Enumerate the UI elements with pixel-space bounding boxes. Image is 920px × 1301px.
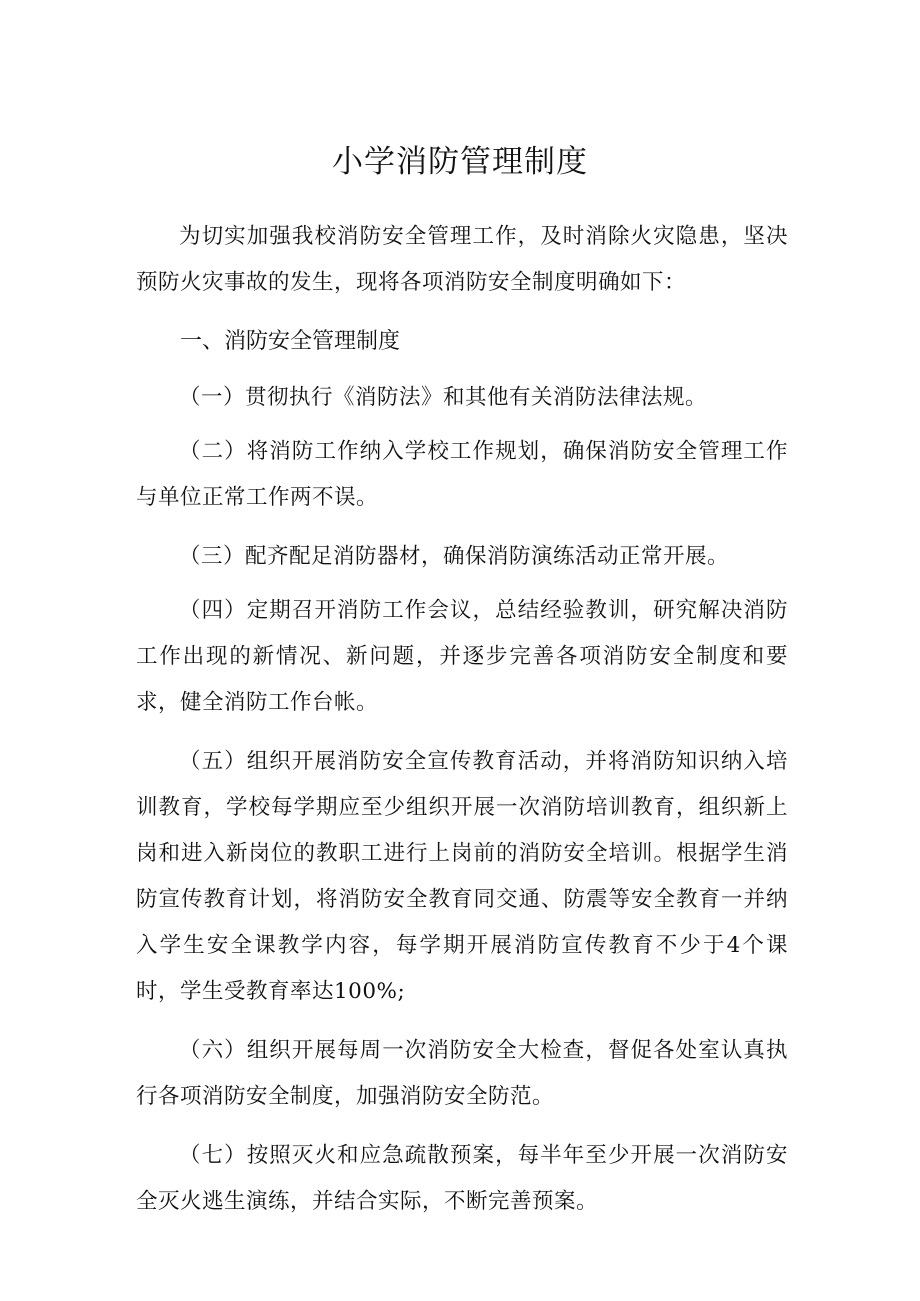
section-item-6: （六）组织开展每周一次消防安全大检查，督促各处室认真执行各项消防安全制度，加强消防安全防范。: [136, 1038, 788, 1109]
document-title: 小学消防管理制度: [332, 144, 588, 180]
section-item-3: （三）配齐配足消防器材，确保消防演练活动正常开展。: [179, 544, 730, 569]
section-item-2: （二）将消防工作纳入学校工作规划，确保消防安全管理工作与单位正常工作两不误。: [136, 439, 788, 510]
section-item-4: （四）定期召开消防工作会议，总结经验教训，研究解决消防工作出现的新情况、新问题，并逐步完善各项消防安全制度和要求，健全消防工作台帐。: [136, 598, 788, 715]
document-body: [136, 214, 788, 1238]
section-item-1: （一）贯彻执行《消防法》和其他有关消防法律法规。: [179, 385, 708, 410]
section-heading: 一、消防安全管理制度: [180, 329, 401, 354]
section-item-7: （七）按照灭火和应急疏散预案，每半年至少开展一次消防安全灭火逃生演练，并结合实际，不断完善预案。: [136, 1143, 788, 1214]
intro-paragraph: 为切实加强我校消防安全管理工作，及时消除火灾隐患，坚决预防火灾事故的发生，现将各项消防安全制度明确如下：: [136, 224, 788, 295]
section-item-5: （五）组织开展消防安全宣传教育活动，并将消防知识纳入培训教育，学校每学期应至少组织开展一次消防培训教育，组织新上岗和进入新岗位的教职工进行上岗前的消防安全培训。根据学生消防宣传教育计划，将消防安全教育同交通、防震等安全教育一并纳入学生安全课教学内容，每学期开展消防宣传教育不少于4个课时，学生受教育率达100%;: [136, 749, 788, 1004]
